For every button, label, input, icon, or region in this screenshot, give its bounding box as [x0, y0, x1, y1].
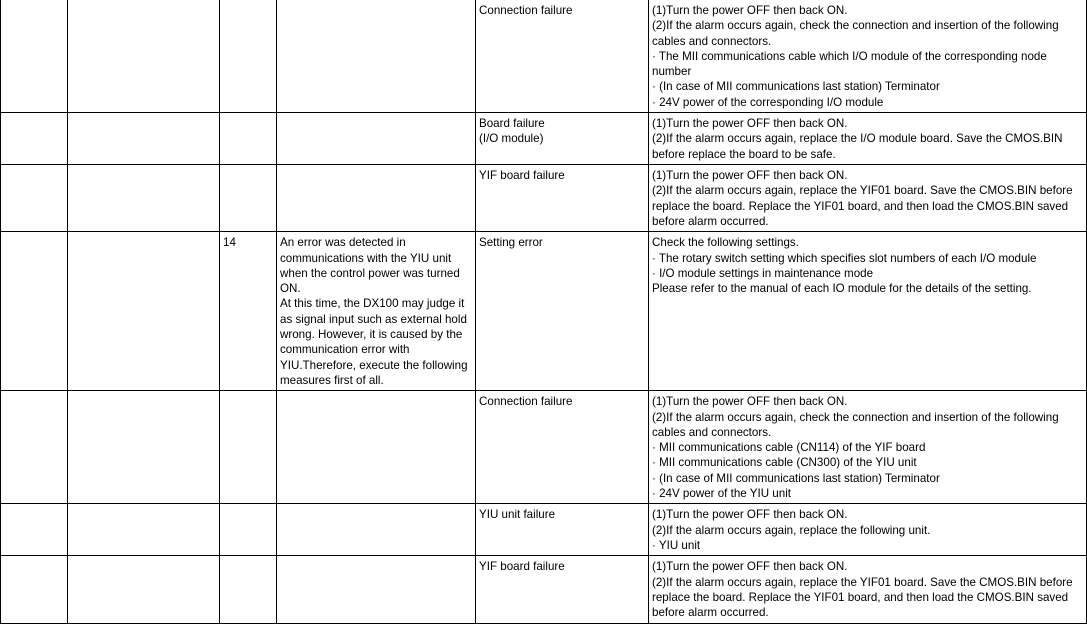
remedy-line: · (In case of MII communications last station) Terminator [652, 80, 940, 94]
description-cell [277, 0, 476, 113]
remedy-line: · I/O module settings in maintenance mode [652, 266, 874, 280]
blank-cell [68, 113, 220, 165]
remedy-line: · The rotary switch setting which specifies slot numbers of each I/O module [652, 251, 1037, 265]
cause-cell [476, 391, 649, 504]
table-row [1, 504, 1087, 556]
remedy-line: (1)Turn the power OFF then back ON. [652, 169, 848, 183]
cause-line: Connection failure [479, 4, 573, 17]
description-cell [277, 504, 476, 556]
blank-cell [1, 232, 68, 391]
remedy-line: · (In case of MII communications last station) Terminator [652, 471, 940, 485]
cause-cell [476, 0, 649, 113]
table-row [1, 165, 1087, 232]
alarm-number-cell [220, 165, 277, 232]
description-cell [277, 113, 476, 165]
remedy-cell [649, 556, 1087, 623]
table-row [1, 556, 1087, 623]
blank-cell [1, 504, 68, 556]
description-cell [277, 165, 476, 232]
blank-cell [68, 0, 220, 113]
remedy-line: (2)If the alarm occurs again, replace the YIF01 board. Save the CMOS.BIN before replace the board. Replace the YIF01 board, and then load the CMOS.BIN saved before alarm occurred. [652, 184, 1073, 228]
table-row [1, 391, 1087, 504]
remedy-cell [649, 232, 1087, 391]
description-line: At this time, the DX100 may judge it as signal input such as external hold wrong. However, it is caused by the communication error with YIU.Therefore, execute the following measures first of all. [280, 297, 468, 387]
cause-line: YIF board failure [479, 169, 565, 183]
table-row [1, 232, 1087, 391]
blank-cell [68, 504, 220, 556]
remedy-cell [649, 165, 1087, 232]
table-row [1, 0, 1087, 113]
remedy-line: (2)If the alarm occurs again, check the connection and insertion of the following cables and connectors. [652, 19, 1059, 48]
blank-cell [68, 232, 220, 391]
cause-line: Board failure [479, 117, 545, 131]
blank-cell [68, 556, 220, 623]
blank-cell [1, 113, 68, 165]
remedy-line: Please refer to the manual of each IO module for the details of the setting. [652, 282, 1032, 296]
alarm-number-cell [220, 391, 277, 504]
alarm-number-cell [220, 113, 277, 165]
description-line: An error was detected in communications with the YIU unit when the control power was turned ON. [280, 236, 460, 296]
remedy-cell [649, 391, 1087, 504]
description-cell [277, 391, 476, 504]
cause-cell [476, 504, 649, 556]
cause-line: YIF board failure [479, 560, 565, 574]
blank-cell [68, 165, 220, 232]
cause-line: Setting error [479, 236, 543, 250]
cause-cell [476, 232, 649, 391]
remedy-cell [649, 0, 1087, 113]
blank-cell [68, 391, 220, 504]
remedy-line: · YIU unit [652, 538, 701, 552]
cause-cell [476, 113, 649, 165]
remedy-cell [649, 113, 1087, 165]
remedy-line: · 24V power of the corresponding I/O module [652, 95, 884, 109]
blank-cell [1, 556, 68, 623]
cause-cell [476, 556, 649, 623]
remedy-line: (2)If the alarm occurs again, check the connection and insertion of the following cables and connectors. [652, 410, 1059, 439]
remedy-line: (1)Turn the power OFF then back ON. [652, 560, 848, 574]
alarm-number-cell: 14 [220, 232, 277, 391]
remedy-line: Check the following settings. [652, 236, 799, 250]
table-row [1, 113, 1087, 165]
remedy-line: (2)If the alarm occurs again, replace the following unit. [652, 523, 931, 537]
remedy-line: (1)Turn the power OFF then back ON. [652, 508, 848, 522]
cause-line: YIU unit failure [479, 508, 556, 522]
blank-cell [1, 165, 68, 232]
cause-line: (I/O module) [479, 132, 544, 146]
blank-cell [1, 0, 68, 113]
remedy-line: (1)Turn the power OFF then back ON. [652, 117, 848, 131]
remedy-line: · The MII communications cable which I/O module of the corresponding node number [652, 49, 1047, 79]
description-cell [277, 232, 476, 391]
remedy-line: · MII communications cable (CN114) of the YIF board [652, 441, 926, 455]
remedy-line: · 24V power of the YIU unit [652, 487, 791, 501]
blank-cell [1, 391, 68, 504]
remedy-line: (2)If the alarm occurs again, replace the I/O module board. Save the CMOS.BIN before replace the board to be safe. [652, 132, 1063, 161]
remedy-cell [649, 504, 1087, 556]
description-cell [277, 556, 476, 623]
alarm-number-cell [220, 0, 277, 113]
remedy-line: (2)If the alarm occurs again, replace the YIF01 board. Save the CMOS.BIN before replace the board. Replace the YIF01 board, and then load the CMOS.BIN saved before alarm occurred. [652, 575, 1073, 620]
remedy-line: · MII communications cable (CN300) of the YIU unit [652, 456, 917, 470]
alarm-number-cell [220, 556, 277, 623]
alarm-number-cell [220, 504, 277, 556]
cause-line: Connection failure [479, 395, 573, 409]
cause-cell [476, 165, 649, 232]
remedy-line: (1)Turn the power OFF then back ON. [652, 4, 848, 17]
remedy-line: (1)Turn the power OFF then back ON. [652, 395, 848, 409]
